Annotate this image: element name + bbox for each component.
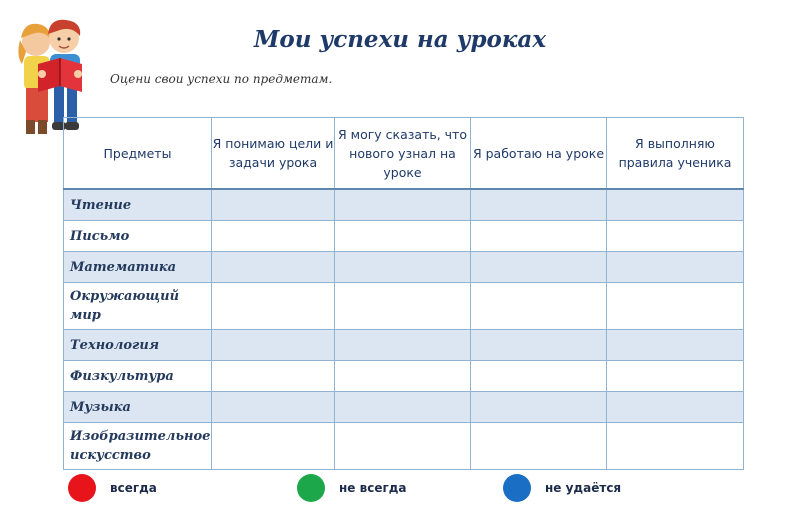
rating-cell[interactable] (335, 221, 471, 252)
rating-cell[interactable] (607, 189, 744, 221)
rating-cell[interactable] (471, 283, 607, 330)
legend-not-always (297, 475, 407, 501)
table-row (64, 330, 744, 361)
rating-cell[interactable] (607, 361, 744, 392)
red-circle-icon (68, 474, 96, 502)
rating-cell[interactable] (212, 392, 335, 423)
rating-cell[interactable] (212, 361, 335, 392)
rating-cell[interactable] (607, 330, 744, 361)
rating-cell[interactable] (335, 392, 471, 423)
table-row (64, 361, 744, 392)
table-row (64, 189, 744, 221)
rating-cell[interactable] (471, 423, 607, 470)
subject-cell: Музыка (64, 392, 212, 423)
header-subjects: Предметы (64, 118, 212, 190)
rating-cell[interactable] (471, 392, 607, 423)
rating-cell[interactable] (607, 423, 744, 470)
rating-cell[interactable] (607, 221, 744, 252)
rating-cell[interactable] (212, 330, 335, 361)
rating-cell[interactable] (335, 252, 471, 283)
rating-cell[interactable] (335, 423, 471, 470)
rating-cell[interactable] (335, 361, 471, 392)
table-row (64, 423, 744, 470)
instruction-text: Оцени свои успехи по предметам. (110, 72, 333, 86)
rating-cell[interactable] (212, 252, 335, 283)
rating-cell[interactable] (335, 330, 471, 361)
subject-cell: Окружающий мир (64, 283, 212, 330)
table-row (64, 221, 744, 252)
blue-circle-icon (503, 474, 531, 502)
header-follow-rules: Я выполняю правила ученика (607, 118, 744, 190)
page-title: Мои успехи на уроках (253, 26, 547, 53)
subject-cell: Математика (64, 252, 212, 283)
legend-label-always: всегда (110, 481, 157, 495)
green-circle-icon (297, 474, 325, 502)
subject-cell: Технология (64, 330, 212, 361)
rating-cell[interactable] (335, 189, 471, 221)
rating-cell[interactable] (471, 189, 607, 221)
header-work-in-class: Я работаю на уроке (471, 118, 607, 190)
rating-cell[interactable] (471, 221, 607, 252)
legend-label-not-always: не всегда (339, 481, 407, 495)
rating-cell[interactable] (212, 283, 335, 330)
rating-cell[interactable] (607, 252, 744, 283)
legend-not-possible (503, 475, 621, 501)
table-row (64, 392, 744, 423)
rating-cell[interactable] (212, 423, 335, 470)
rating-cell[interactable] (471, 252, 607, 283)
header-understand-goals: Я понимаю цели и задачи урока (212, 118, 335, 190)
rating-cell[interactable] (471, 361, 607, 392)
rating-cell[interactable] (607, 392, 744, 423)
rating-cell[interactable] (607, 283, 744, 330)
subject-cell: Изобразительное искусство (64, 423, 212, 470)
header-can-tell-new: Я могу сказать, что нового узнал на уроке (335, 118, 471, 190)
legend-label-not-possible: не удаётся (545, 481, 622, 495)
table-row (64, 283, 744, 330)
subject-cell: Письмо (64, 221, 212, 252)
subject-cell: Физкультура (64, 361, 212, 392)
rating-cell[interactable] (212, 221, 335, 252)
legend-always (68, 475, 157, 501)
table-row (64, 252, 744, 283)
subject-cell: Чтение (64, 189, 212, 221)
self-assessment-table (63, 117, 744, 470)
rating-cell[interactable] (335, 283, 471, 330)
rating-cell[interactable] (212, 189, 335, 221)
rating-cell[interactable] (471, 330, 607, 361)
